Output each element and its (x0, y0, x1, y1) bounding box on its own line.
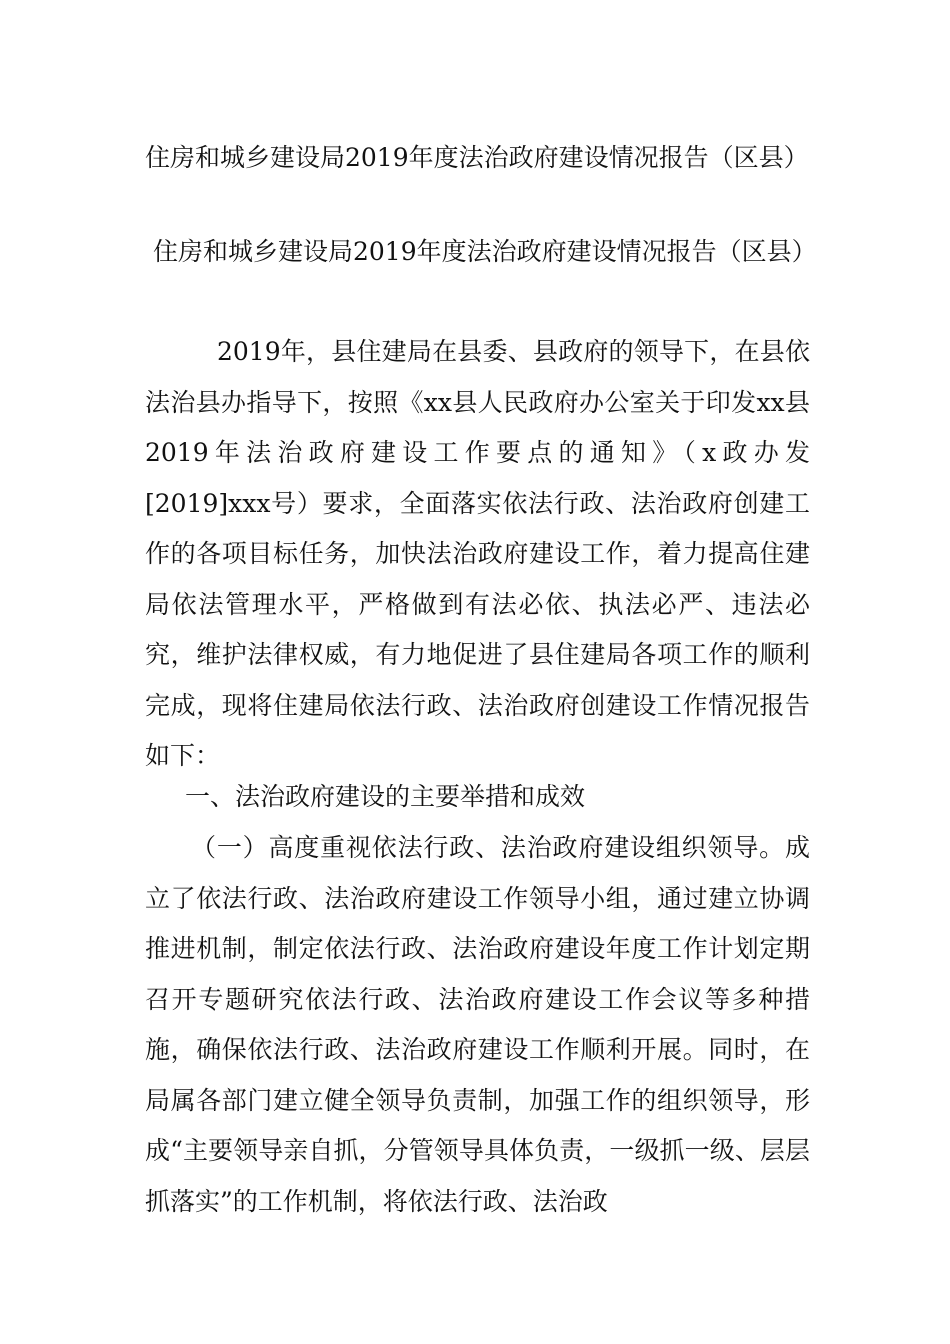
section-body-paragraph: （一）高度重视依法行政、法治政府建设组织领导。成立了依法行政、法治政府建设工作领导小组，通过建立协调推进机制，制定依法行政、法治政府建设年度工作计划定期召开专题研究依法行政、法治政府建设工作会议等多种措施，确保依法行政、法治政府建设工作顺利开展。同时，在局属各部门建立健全领导负责制，加强工作的组织领导，形成“主要领导亲自抓，分管领导具体负责，一级抓一级、层层抓落实”的工作机制，将依法行政、法治政 (145, 833, 810, 1216)
intro-paragraph: 2019年，县住建局在县委、县政府的领导下，在县依法治县办指导下，按照《xx县人民政府办公室关于印发xx县2019年法治政府建设工作要点的通知》（x政办发[2019]xxx号）要求，全面落实依法行政、法治政府创建工作的各项目标任务，加快法治政府建设工作，着力提高住建局依法管理水平，严格做到有法必依、执法必严、违法必究，维护法律权威，有力地促进了县住建局各项工作的顺利完成，现将住建局依法行政、法治政府创建设工作情况报告如下： (145, 337, 810, 770)
document-title: 住房和城乡建设局2019年度法治政府建设情况报告（区县） (145, 143, 809, 172)
section-heading: 一、法治政府建设的主要举措和成效 (185, 782, 586, 811)
document-subtitle: 住房和城乡建设局2019年度法治政府建设情况报告（区县） (153, 237, 817, 266)
